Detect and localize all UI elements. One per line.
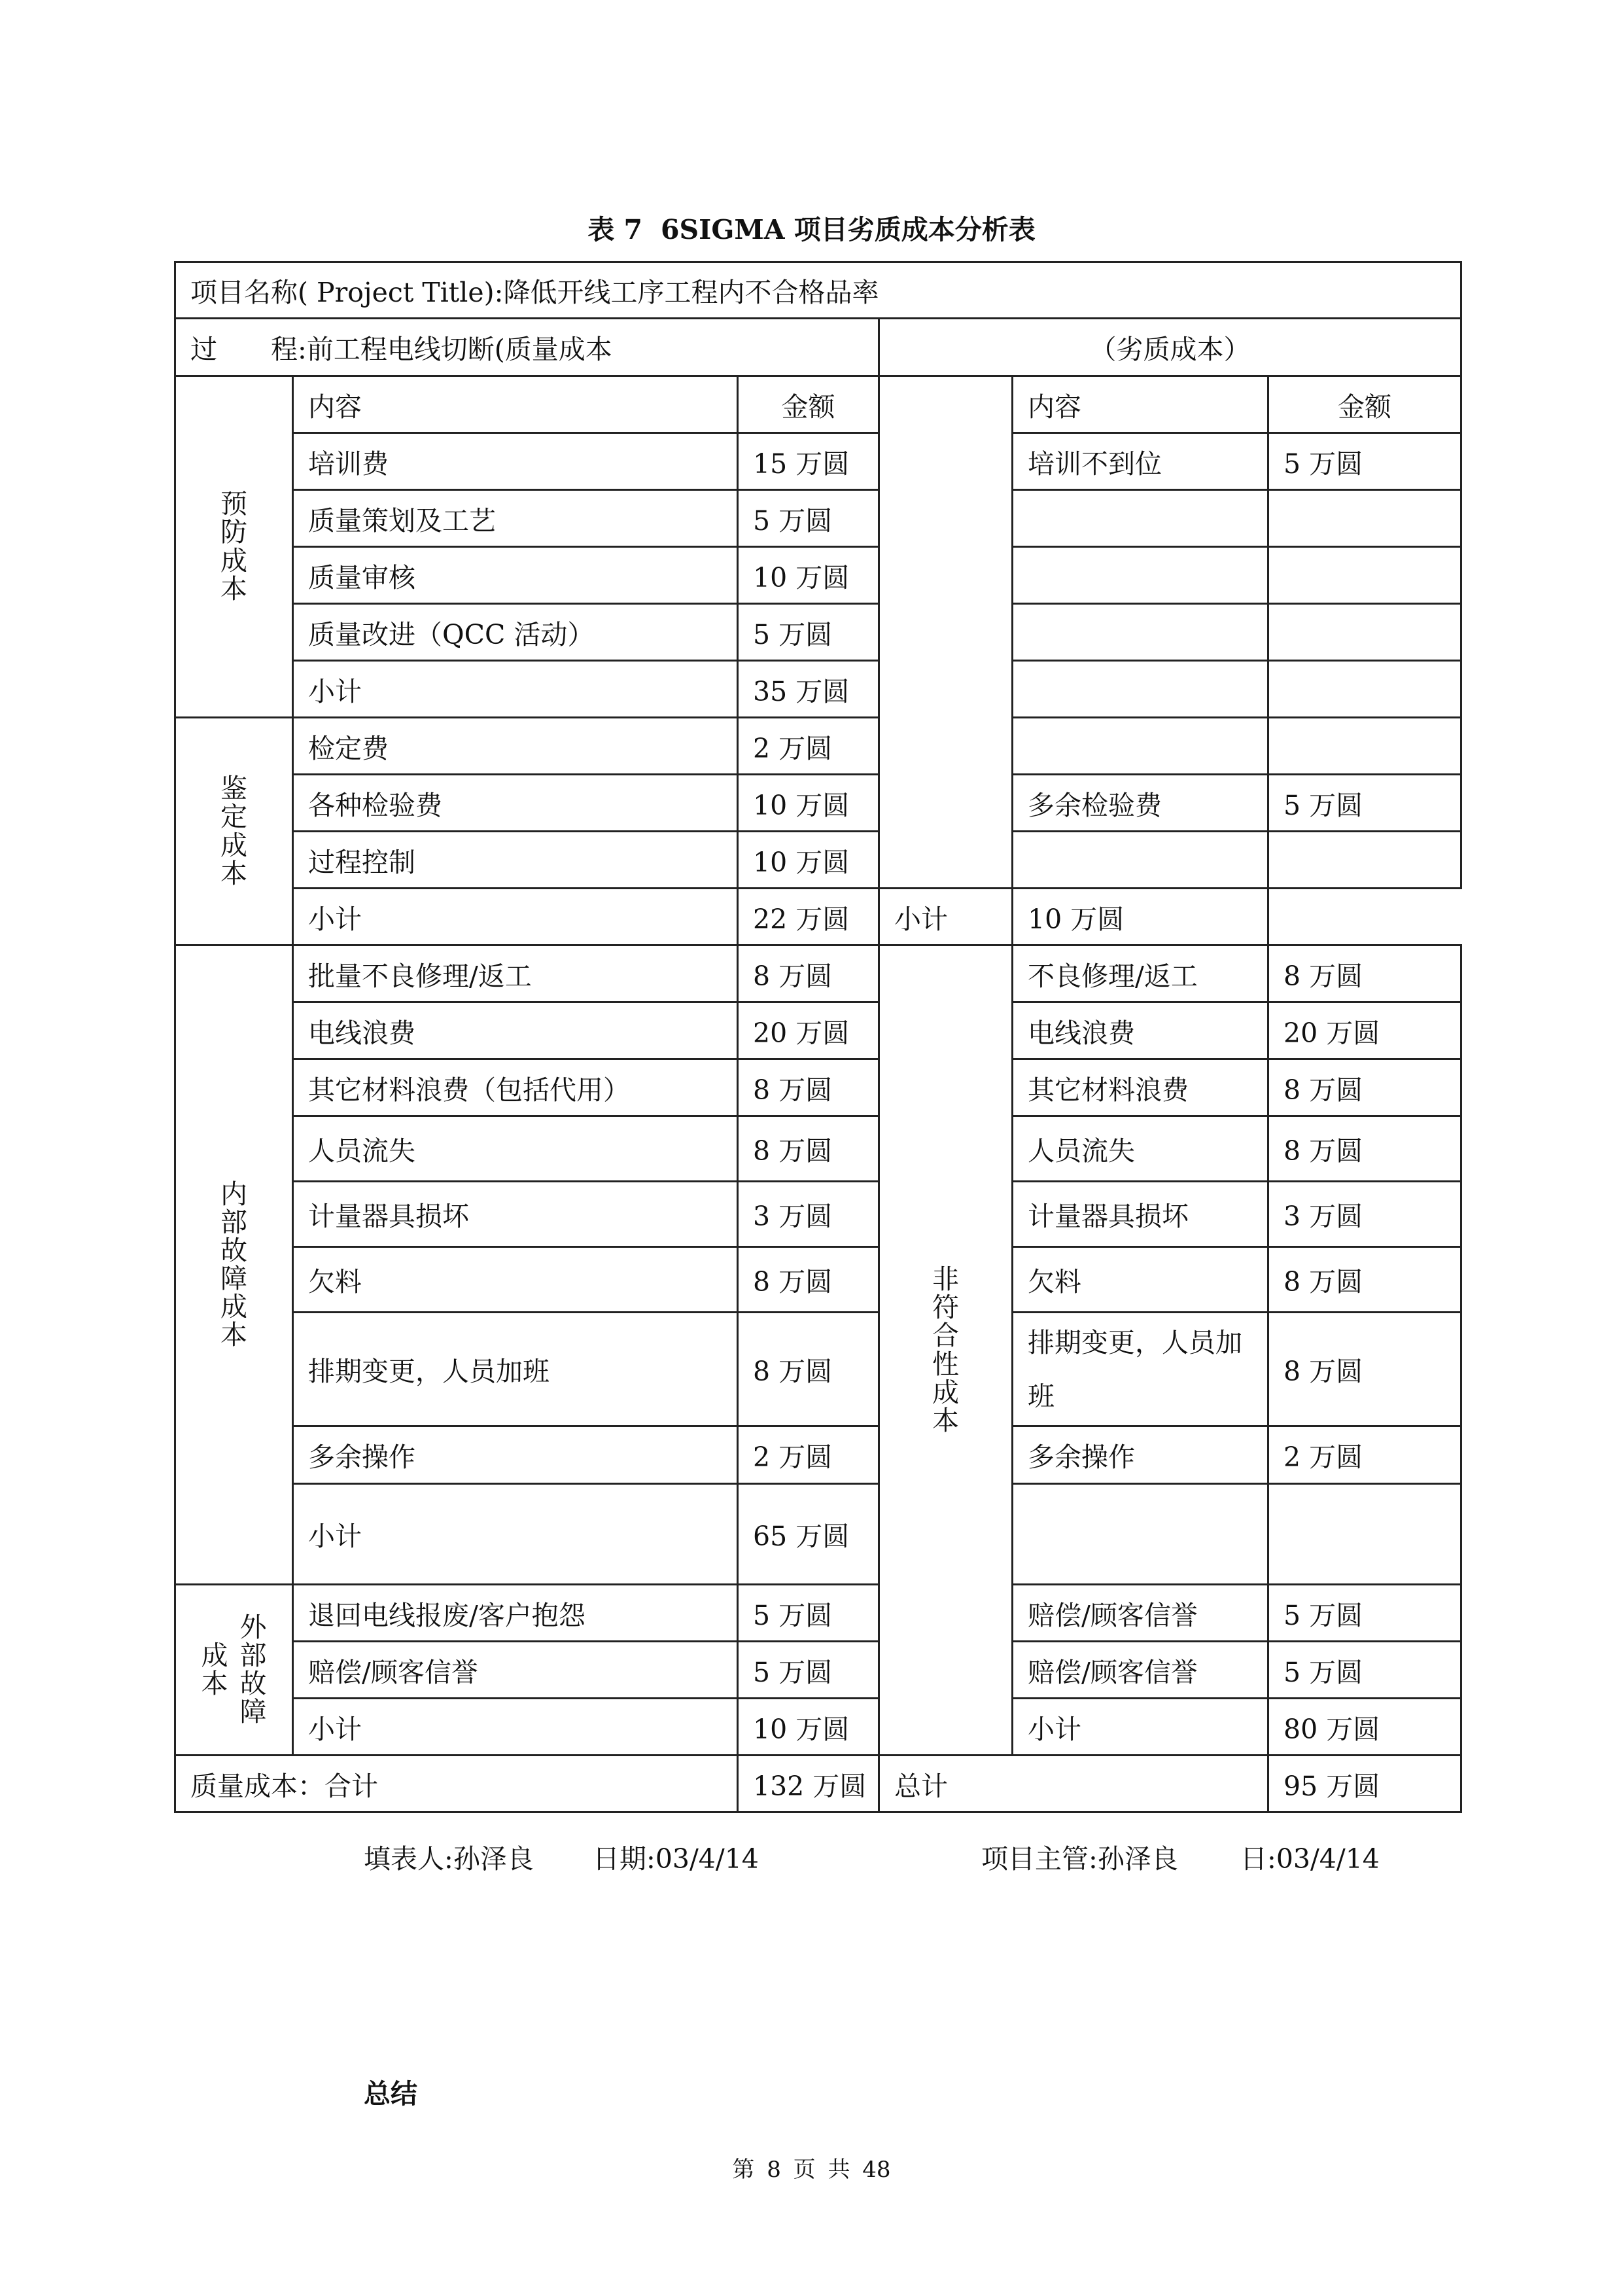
summary-heading: 总结 <box>364 2078 417 2110</box>
table-row <box>175 604 1461 661</box>
item-cell: 质量审核 <box>293 547 738 604</box>
table-row <box>175 1426 1461 1484</box>
amount-cell: 5 万圆 <box>738 1642 879 1699</box>
header-amount-right: 金额 <box>1268 376 1461 433</box>
item-cell: 质量策划及工艺 <box>293 490 738 547</box>
item-cell: 过程控制 <box>293 832 738 889</box>
amount-cell <box>1268 547 1461 604</box>
amount-cell: 2 万圆 <box>1268 1426 1461 1484</box>
item-cell <box>1013 832 1268 889</box>
subtotal-amount-cell: 10 万圆 <box>738 1699 879 1756</box>
amount-cell: 8 万圆 <box>1268 1247 1461 1313</box>
item-cell: 质量改进（QCC 活动） <box>293 604 738 661</box>
category-nonconformity-cost: 非符合性成本 <box>879 945 1013 1756</box>
poor-quality-total-label: 总计 <box>879 1756 1268 1812</box>
header-amount-left: 金额 <box>738 376 879 433</box>
subtotal-label-cell: 小计 <box>293 1484 738 1585</box>
item-cell: 人员流失 <box>1013 1116 1268 1182</box>
caption-title: 6SIGMA 项目劣质成本分析表 <box>661 214 1036 245</box>
amount-cell: 5 万圆 <box>1268 1585 1461 1642</box>
spacer-cell-upper <box>879 376 1013 889</box>
item-cell: 其它材料浪费（包括代用） <box>293 1059 738 1116</box>
table-row <box>175 1002 1461 1059</box>
amount-cell: 15 万圆 <box>738 433 879 490</box>
amount-cell: 5 万圆 <box>738 604 879 661</box>
table-row <box>175 889 1461 945</box>
amount-cell: 10 万圆 <box>738 832 879 889</box>
item-cell: 赔偿/顾客信誉 <box>1013 1585 1268 1642</box>
item-cell: 各种检验费 <box>293 775 738 832</box>
item-cell: 退回电线报废/客户抱怨 <box>293 1585 738 1642</box>
process-row <box>175 319 1461 376</box>
category-appraisal-cost: 鉴定成本 <box>175 718 293 945</box>
amount-cell <box>1268 718 1461 775</box>
item-cell: 批量不良修理/返工 <box>293 945 738 1002</box>
item-cell: 培训不到位 <box>1013 433 1268 490</box>
item-cell: 赔偿/顾客信誉 <box>293 1642 738 1699</box>
subtotal-label-cell: 小计 <box>293 661 738 718</box>
amount-cell <box>1268 832 1461 889</box>
header-content-left: 内容 <box>293 376 738 433</box>
amount-cell: 5 万圆 <box>1268 433 1461 490</box>
subtotal-amount-cell: 65 万圆 <box>738 1484 879 1585</box>
external-label-cost: 成本 <box>201 1639 228 1699</box>
amount-cell: 8 万圆 <box>738 1247 879 1313</box>
amount-cell <box>1268 490 1461 547</box>
fill-date: 日期:03/4/14 <box>593 1843 759 1875</box>
table-row <box>175 775 1461 832</box>
table-row <box>175 1059 1461 1116</box>
item-cell: 多余检验费 <box>1013 775 1268 832</box>
supervisor-signature: 项目主管:孙泽良 <box>981 1843 1178 1875</box>
process-cell: 过 程:前工程电线切断(质量成本 <box>175 319 879 376</box>
amount-cell: 5 万圆 <box>1268 1642 1461 1699</box>
table-row <box>175 718 1461 775</box>
item-cell: 多余操作 <box>1013 1426 1268 1484</box>
amount-cell: 20 万圆 <box>1268 1002 1461 1059</box>
amount-cell <box>1268 661 1461 718</box>
amount-cell: 5 万圆 <box>738 1585 879 1642</box>
table-row <box>175 547 1461 604</box>
table-row <box>175 1313 1461 1426</box>
header-content-right: 内容 <box>1013 376 1268 433</box>
amount-cell: 8 万圆 <box>738 945 879 1002</box>
table-row <box>175 1182 1461 1247</box>
amount-cell: 2 万圆 <box>738 718 879 775</box>
amount-cell: 8 万圆 <box>1268 1059 1461 1116</box>
quality-cost-table <box>174 261 1462 1813</box>
project-title-cell: 项目名称( Project Title):降低开线工序工程内不合格品率 <box>175 262 1461 319</box>
item-cell: 赔偿/顾客信誉 <box>1013 1642 1268 1699</box>
amount-cell: 8 万圆 <box>1268 1313 1461 1426</box>
table-row <box>175 945 1461 1002</box>
amount-cell <box>1268 604 1461 661</box>
item-cell: 电线浪费 <box>1013 1002 1268 1059</box>
table-row <box>175 433 1461 490</box>
subtotal-label-cell: 小计 <box>293 1699 738 1756</box>
item-cell: 欠料 <box>293 1247 738 1313</box>
subtotal-label-cell: 小计 <box>1013 1699 1268 1756</box>
subtotal-amount-cell: 10 万圆 <box>1013 889 1268 945</box>
item-cell: 计量器具损坏 <box>1013 1182 1268 1247</box>
item-cell <box>1013 718 1268 775</box>
amount-cell: 8 万圆 <box>1268 1116 1461 1182</box>
subtotal-label-cell: 小计 <box>879 889 1013 945</box>
item-cell: 不良修理/返工 <box>1013 945 1268 1002</box>
item-cell: 排期变更，人员加班 <box>293 1313 738 1426</box>
amount-cell: 2 万圆 <box>738 1426 879 1484</box>
amount-cell: 8 万圆 <box>1268 945 1461 1002</box>
page-footer: 第 8 页 共 48 <box>732 2157 891 2183</box>
item-cell <box>1013 604 1268 661</box>
quality-cost-total-amount: 132 万圆 <box>738 1756 879 1812</box>
item-cell: 欠料 <box>1013 1247 1268 1313</box>
amount-cell: 20 万圆 <box>738 1002 879 1059</box>
table-row <box>175 1642 1461 1699</box>
category-internal-failure-cost: 内部故障成本 <box>175 945 293 1585</box>
item-cell: 多余操作 <box>293 1426 738 1484</box>
item-cell <box>1013 1484 1268 1585</box>
subtotal-amount-cell: 35 万圆 <box>738 661 879 718</box>
table-row <box>175 1585 1461 1642</box>
amount-cell: 10 万圆 <box>738 775 879 832</box>
item-cell: 人员流失 <box>293 1116 738 1182</box>
external-label-failure: 外部故障 <box>239 1611 267 1728</box>
table-row <box>175 1247 1461 1313</box>
table-row <box>175 661 1461 718</box>
poor-quality-cost-heading: （劣质成本） <box>879 319 1461 376</box>
amount-cell: 8 万圆 <box>738 1313 879 1426</box>
item-cell: 电线浪费 <box>293 1002 738 1059</box>
item-cell: 排期变更，人员加班 <box>1013 1313 1268 1426</box>
table-caption <box>0 208 1623 247</box>
category-prevention-cost: 预防成本 <box>175 376 293 718</box>
table-row <box>175 1116 1461 1182</box>
poor-quality-total-amount: 95 万圆 <box>1268 1756 1461 1812</box>
amount-cell: 10 万圆 <box>738 547 879 604</box>
table-row <box>175 1484 1461 1585</box>
item-cell <box>1013 547 1268 604</box>
filler-signature: 填表人:孙泽良 <box>364 1843 534 1875</box>
table-row <box>175 1699 1461 1756</box>
amount-cell: 5 万圆 <box>738 490 879 547</box>
item-cell: 培训费 <box>293 433 738 490</box>
quality-cost-total-label: 质量成本：合计 <box>175 1756 738 1812</box>
amount-cell: 8 万圆 <box>738 1059 879 1116</box>
item-cell: 检定费 <box>293 718 738 775</box>
category-external-failure-cost <box>175 1585 293 1756</box>
item-cell <box>1013 490 1268 547</box>
subtotal-amount-cell: 80 万圆 <box>1268 1699 1461 1756</box>
subtotal-amount-cell: 22 万圆 <box>738 889 879 945</box>
amount-cell: 3 万圆 <box>738 1182 879 1247</box>
supervisor-date: 日:03/4/14 <box>1240 1843 1380 1875</box>
item-cell: 计量器具损坏 <box>293 1182 738 1247</box>
totals-row <box>175 1756 1461 1812</box>
item-cell <box>1013 661 1268 718</box>
subtotal-label-cell: 小计 <box>293 889 738 945</box>
table-row <box>175 490 1461 547</box>
item-cell: 其它材料浪费 <box>1013 1059 1268 1116</box>
project-title-row <box>175 262 1461 319</box>
table-row <box>175 832 1461 889</box>
amount-cell <box>1268 1484 1461 1585</box>
amount-cell: 8 万圆 <box>738 1116 879 1182</box>
amount-cell: 5 万圆 <box>1268 775 1461 832</box>
caption-label: 表 7 <box>587 214 642 245</box>
amount-cell: 3 万圆 <box>1268 1182 1461 1247</box>
column-header-row <box>175 376 1461 433</box>
